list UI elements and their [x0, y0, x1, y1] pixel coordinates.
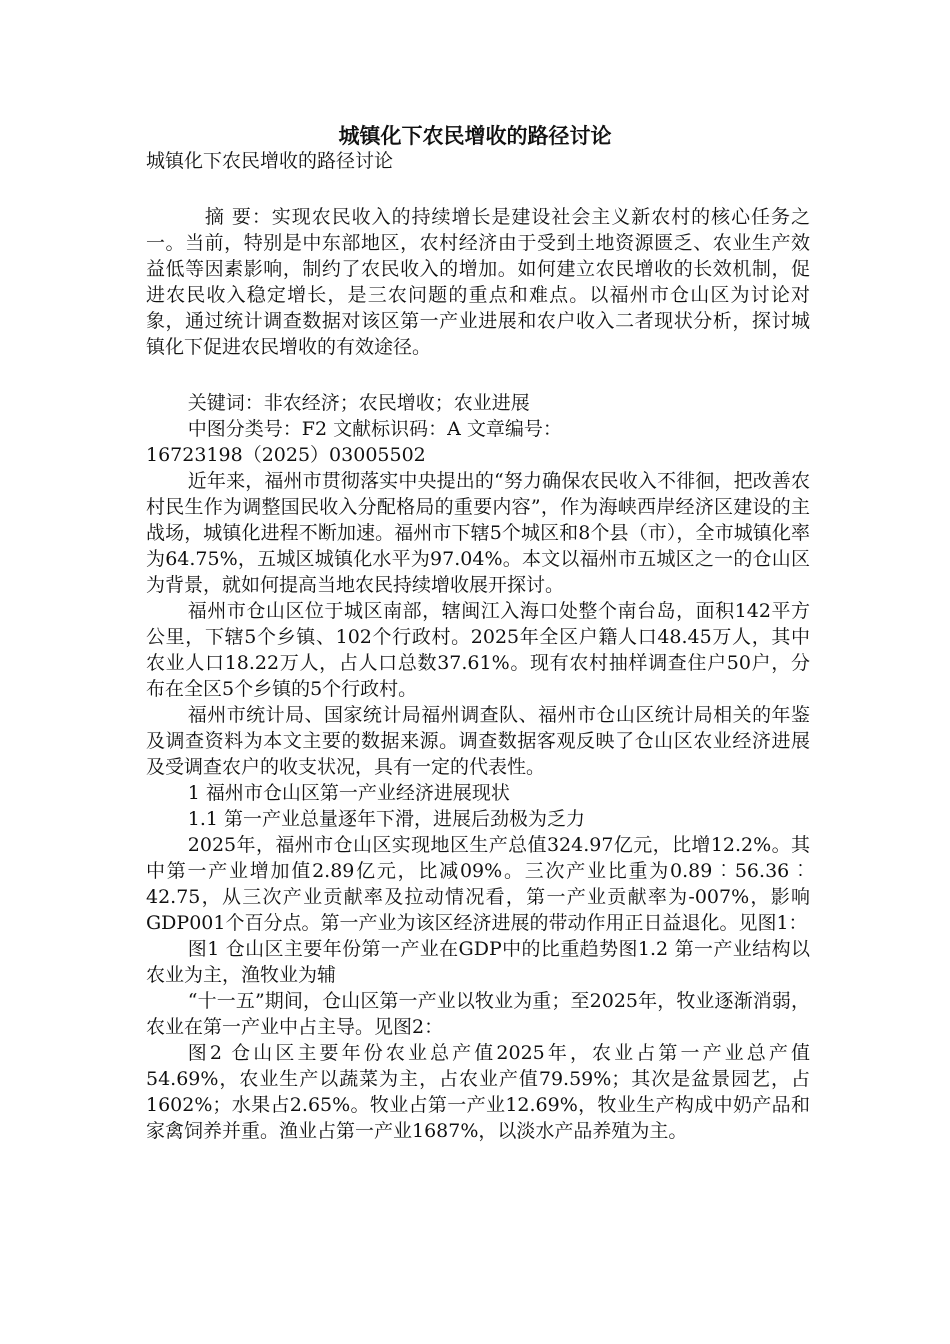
body-paragraph: 福州市统计局、国家统计局福州调查队、福州市仓山区统计局相关的年鉴及调查资料为本文主要的数据来源。调查数据客观反映了仓山区农业经济进展及受调查农户的收支状况，具有一定的代表性。: [146, 704, 810, 778]
figure-caption: 图2 仓山区主要年份农业总产值2025年，农业占第一产业总产值54.69%，农业生产以蔬菜为主，占农业产值79.59%；其次是盆景园艺，占1602%；水果占2.65%。牧业占第一产业12.69%，牧业生产构成中奶产品和家禽饲养并重。渔业占第一产业1687%，以淡水产品养殖为主。: [146, 1042, 810, 1142]
spacer: [146, 360, 810, 390]
body-paragraph: 2025年，福州市仓山区实现地区生产总值324.97亿元，比增12.2%。其中第一产业增加值2.89亿元，比减09%。三次产业比重为0.89︰56.36︰42.75，从三次产业贡献率及拉动情况看，第一产业贡献率为-007%，影响GDP001个百分点。第一产业为该区经济进展的带动作用正日益退化。见图1：: [146, 834, 810, 934]
document-subtitle: 城镇化下农民增收的路径讨论: [146, 150, 394, 172]
classification-line: 中图分类号：F2 文献标识码：A 文章编号：: [187, 418, 562, 440]
keywords-line: 关键词：非农经济；农民增收；农业进展: [187, 392, 530, 414]
abstract-paragraph: 摘 要：实现农民收入的持续增长是建设社会主义新农村的核心任务之一。当前，特别是中东部地区，农村经济由于受到土地资源匮乏、农业生产效益低等因素影响，制约了农民收入的增加。如何建立农民增收的长效机制，促进农民收入稳定增长，是三农问题的重点和难点。以福州市仓山区为讨论对象，通过统计调查数据对该区第一产业进展和农户收入二者现状分析，探讨城镇化下促进农民增收的有效途径。: [146, 206, 810, 358]
article-number: 16723198（2025）03005502: [146, 444, 426, 466]
document-title: 城镇化下农民增收的路径讨论: [338, 123, 612, 148]
spacer: [146, 174, 810, 204]
figure-caption: 图1 仓山区主要年份第一产业在GDP中的比重趋势图1.2 第一产业结构以农业为主，渔牧业为辅: [146, 938, 810, 986]
section-heading: 1 福州市仓山区第一产业经济进展现状: [187, 782, 510, 804]
subsection-heading: 1.1 第一产业总量逐年下滑，进展后劲极为乏力: [187, 808, 586, 830]
document-body: [146, 148, 810, 1144]
body-paragraph: 近年来，福州市贯彻落实中央提出的“努力确保农民收入不徘徊，把改善农村民生作为调整国民收入分配格局的重要内容”，作为海峡西岸经济区建设的主战场，城镇化进程不断加速。福州市下辖5个城区和8个县（市），全市城镇化率为64.75%，五城区城镇化水平为97.04%。本文以福州市五城区之一的仓山区为背景，就如何提高当地农民持续增收展开探讨。: [146, 470, 810, 596]
body-paragraph: 福州市仓山区位于城区南部，辖闽江入海口处整个南台岛，面积142平方公里，下辖5个乡镇、102个行政村。2025年全区户籍人口48.45万人，其中农业人口18.22万人，占人口总数37.61%。现有农村抽样调查住户50户，分布在全区5个乡镇的5个行政村。: [146, 600, 810, 700]
body-paragraph: “十一五”期间，仓山区第一产业以牧业为重；至2025年，牧业逐渐消弱，农业在第一产业中占主导。见图2：: [146, 990, 810, 1038]
